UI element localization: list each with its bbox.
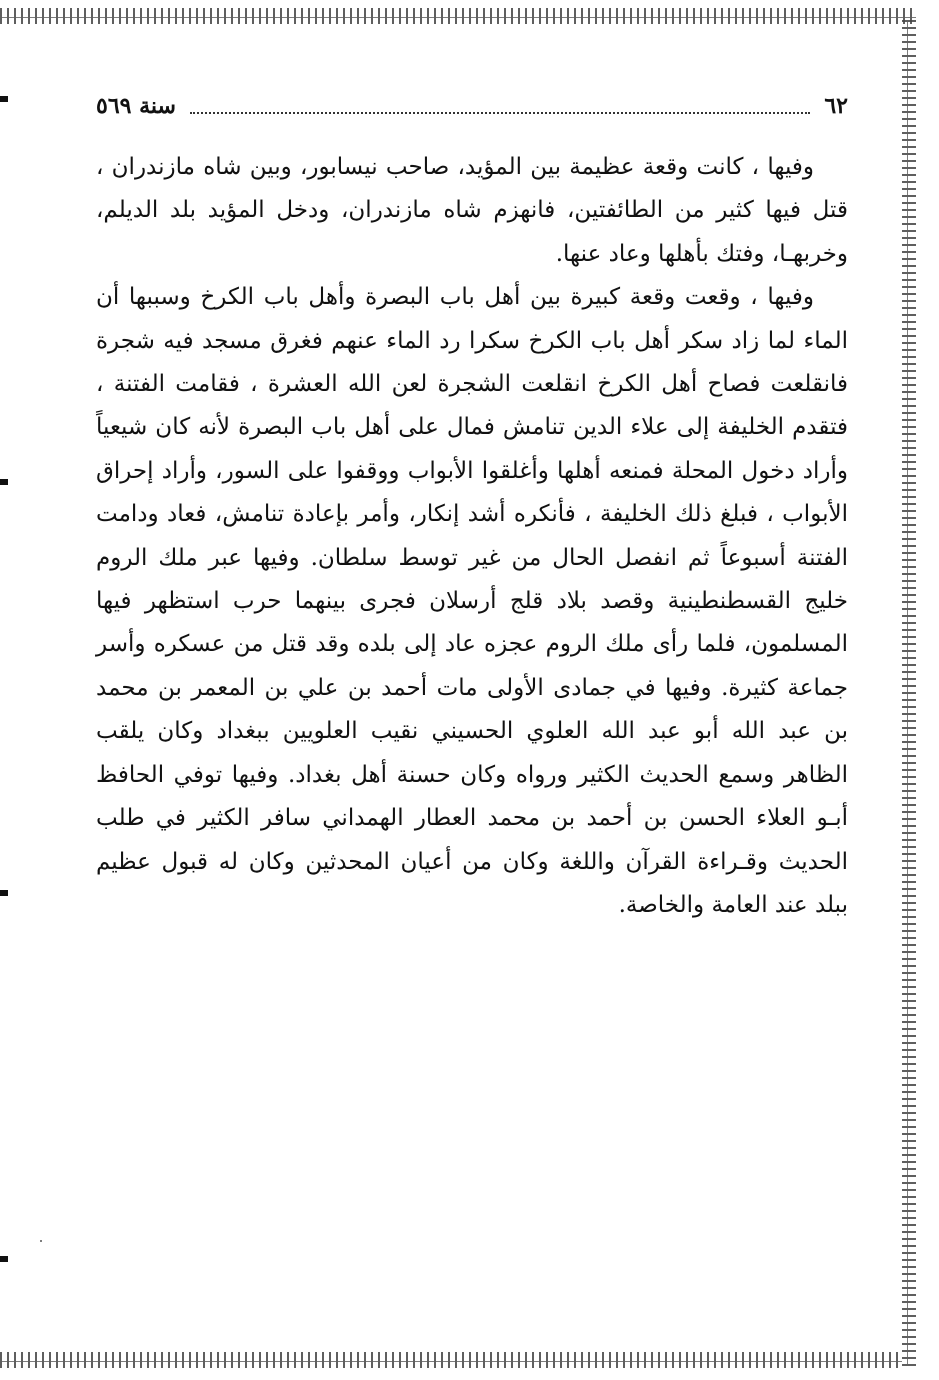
edge-binding-mark <box>0 890 8 896</box>
paragraph-2: وفيها ، وقعت وقعة كبيرة بين أهل باب البصرة وأهل باب الكرخ وسببها أن الماء لما زاد سكر أهل باب الكرخ سكرا رد الماء عنهم فغرق مسجد فيه شجرة فانقلعت فصاح أهل الكرخ انقلعت الشجرة لعن الله العشرة ، فقامت الفتنة ، فتقدم الخليفة إلى علاء الدين تنامش فمال على أهل باب البصرة لأنه كان شيعياً وأراد دخول المحلة فمنعه أهلها وأغلقوا الأبواب ووقفوا على السور، وأراد إحراق الأبواب ، فبلغ ذلك الخليفة ، فأنكره أشد إنكار، وأمر بإعادة تنامش، فعاد ودامت الفتنة أسبوعاً ثم انفصل الحال من غير توسط سلطان. وفيها عبر ملك الروم خليج القسطنطينية وقصد بلاد قلج أرسلان فجرى بينهما حرب استظهر فيها المسلمون، فلما رأى ملك الروم عجزه عاد إلى بلده وقد قتل من عسكره وأسر جماعة كثيرة. وفيها في جمادى الأولى مات أحمد بن علي بن المعمر بن محمد بن عبد الله أبو عبد الله العلوي الحسيني نقيب العلويين ببغداد وكان يلقب الظاهر وسمع الحديث الكثير ورواه وكان حسنة أهل بغداد. وفيها توفي الحافظ أبـو العلاء الحسن بن أحمد بن محمد العطار الهمداني سافر الكثير في طلب الحديث وقـراءة القرآن واللغة وكان من أعيان المحدثين وكان له قبول عظيم ببلد عند العامة والخاصة. <box>96 284 848 918</box>
edge-binding-mark <box>0 479 8 485</box>
edge-binding-mark <box>0 96 8 102</box>
right-ornamental-border <box>902 20 916 1366</box>
header-dotted-leader <box>190 98 810 114</box>
bottom-ornamental-border <box>0 1352 902 1368</box>
main-text-block <box>96 146 848 927</box>
paragraph-1: وفيها ، كانت وقعة عظيمة بين المؤيد، صاحب نيسابور، وبين شاه مازندران ، قتل فيها كثير من الطائفتين، فانهزم شاه مازندران، ودخل المؤيد بلد الديلم، وخربهـا، وفتك بأهلها وعاد عنها. <box>96 154 848 267</box>
scan-speck <box>40 1240 42 1242</box>
top-ornamental-border <box>0 8 916 24</box>
running-header <box>96 90 848 122</box>
year-heading: سنة ٥٦٩ <box>96 93 176 119</box>
edge-binding-mark <box>0 1256 8 1262</box>
page-number: ٦٢ <box>824 93 848 119</box>
